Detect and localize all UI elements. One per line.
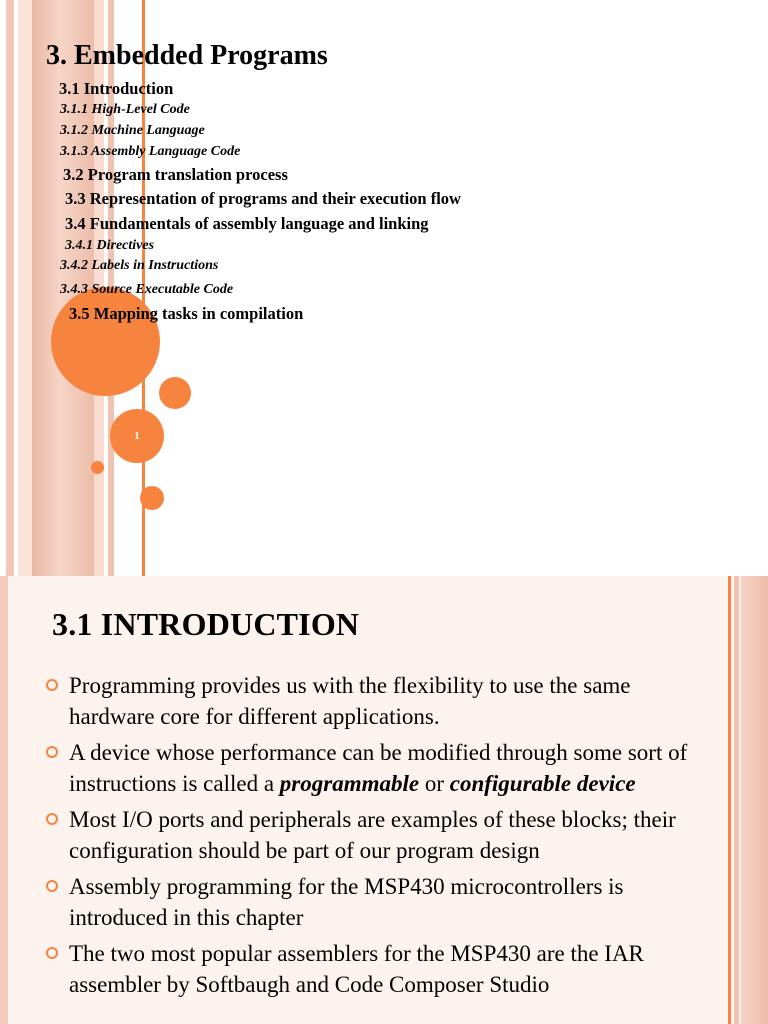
bullet-item [44, 804, 714, 866]
slide-title: 3.1 INTRODUCTION [52, 606, 360, 642]
bullet-text: The two most popular assemblers for the MSP430 are the IAR assembler by Softbaugh and Code Composer Studio [69, 941, 644, 997]
decorative-stripe-left-edge [0, 576, 8, 1024]
toc-item: 3.1 Introduction [59, 79, 174, 98]
decorative-circle-small [159, 377, 191, 409]
slide-title: 3. Embedded Programs [46, 40, 328, 71]
slide-number: 1 [134, 430, 140, 442]
slide-number-badge [110, 409, 164, 463]
bullet-text: A device whose performance can be modified through some sort of instructions is called a [69, 740, 688, 796]
bullet-circle-icon [46, 880, 58, 892]
bullet-item [44, 938, 714, 1000]
bullet-emphasis: programmable [279, 771, 420, 796]
bullet-text: Most I/O ports and peripherals are examples of these blocks; their configuration should be part of our program design [69, 807, 676, 863]
bullet-text: or [419, 771, 450, 796]
toc-subitem: 3.4.1 Directives [65, 238, 155, 253]
slide-2 [0, 576, 768, 1024]
bullet-item [44, 737, 714, 799]
toc-subitem: 3.1.2 Machine Language [60, 123, 205, 138]
bullet-text: Programming provides us with the flexibility to use the same hardware core for different applications. [69, 673, 631, 729]
toc-item: 3.3 Representation of programs and their execution flow [65, 189, 461, 208]
toc-item: 3.5 Mapping tasks in compilation [69, 304, 304, 323]
toc-subitem: 3.1.1 High-Level Code [60, 102, 190, 117]
bullet-item [44, 871, 714, 933]
bullet-item [44, 670, 714, 732]
bullet-circle-icon [46, 947, 58, 959]
bullet-text: Assembly programming for the MSP430 microcontrollers is introduced in this chapter [69, 874, 624, 930]
toc-subitem: 3.4.3 Source Executable Code [60, 282, 234, 297]
decorative-circle-dot [91, 461, 104, 474]
toc-item: 3.2 Program translation process [63, 165, 288, 184]
toc-subitem: 3.4.2 Labels in Instructions [60, 258, 219, 273]
bullet-emphasis: configurable device [449, 771, 636, 796]
toc-item: 3.4 Fundamentals of assembly language and linking [65, 214, 429, 233]
decorative-circle-tiny [140, 486, 164, 510]
decorative-stripes-right [728, 576, 768, 1024]
toc-subitem: 3.1.3 Assembly Language Code [60, 144, 241, 159]
bullet-circle-icon [46, 679, 58, 691]
bullet-circle-icon [46, 813, 58, 825]
bullet-list [44, 670, 714, 1005]
bullet-circle-icon [46, 746, 58, 758]
